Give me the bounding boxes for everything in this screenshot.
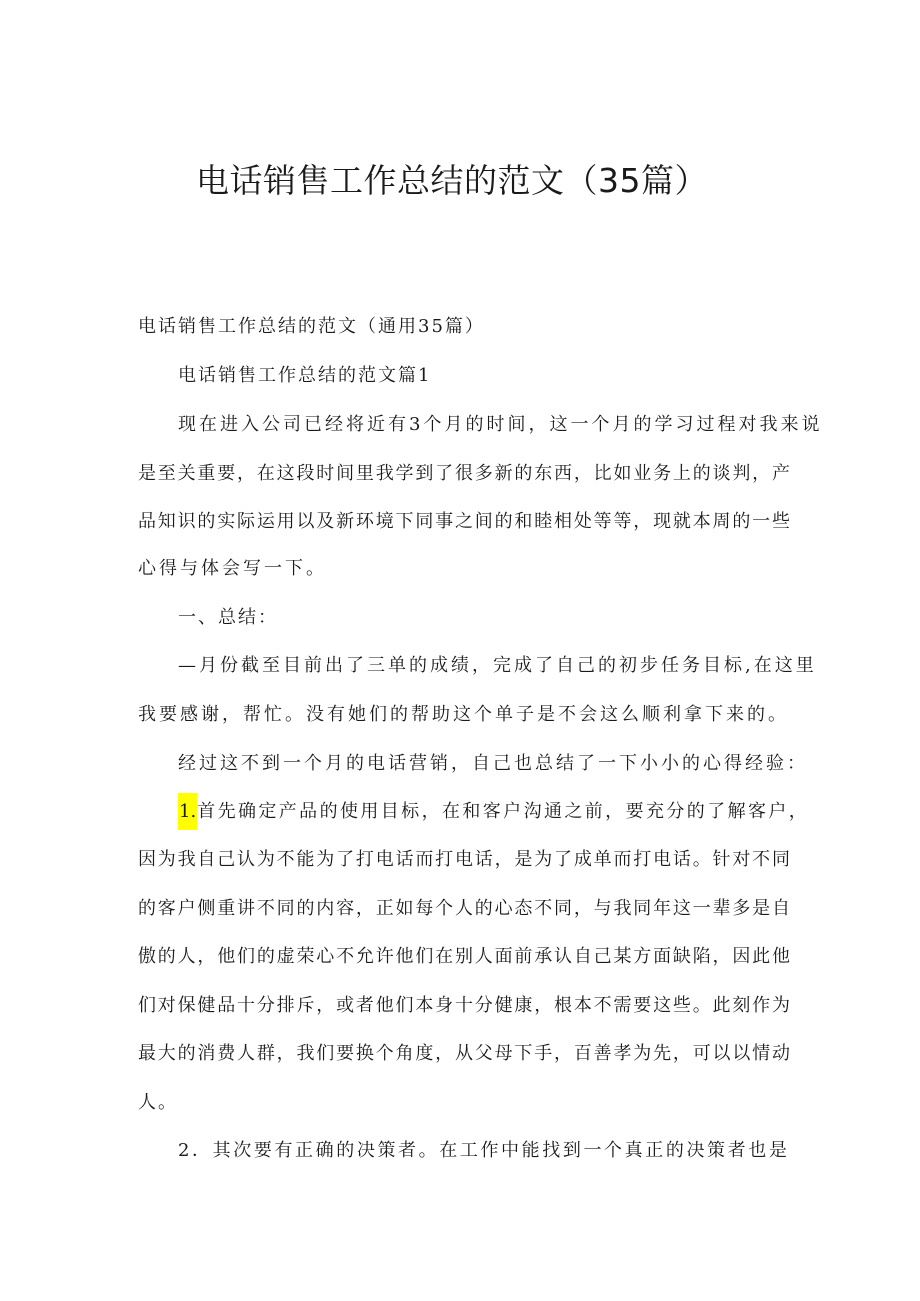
paragraph-line: 傲的人，他们的虚荣心不允许他们在别人面前承认自己某方面缺陷，因此他 (138, 946, 790, 967)
paragraph-line: 现在进入公司已经将近有3个月的时间，这一个月的学习过程对我来说 (178, 414, 823, 435)
list-item-1-first-line (178, 798, 809, 826)
list-item-2: 2．其次要有正确的决策者。在工作中能找到一个真正的决策者也是 (178, 1140, 790, 1161)
document-title: 电话销售工作总结的范文（35篇） (196, 161, 708, 200)
paragraph-line: 因为我自己认为不能为了打电话而打电话，是为了成单而打电话。针对不同 (138, 849, 790, 870)
document-subtitle: 电话销售工作总结的范文（通用35篇） (138, 316, 485, 337)
paragraph-line: 最大的消费人群，我们要换个角度，从父母下手，百善孝为先，可以以情动 (138, 1043, 790, 1064)
paragraph-line: —月份截至目前出了三单的成绩，完成了自己的初步任务目标,在这里 (178, 655, 817, 676)
paragraph-line: 品知识的实际运用以及新环境下同事之间的和睦相处等等，现就本周的一些 (138, 511, 790, 532)
paragraph-line: 我要感谢，帮忙。没有她们的帮助这个单子是不会这么顺利拿下来的。 (138, 704, 789, 725)
summary-heading: 一、总结： (178, 607, 278, 628)
paragraph-line: 是至关重要，在这段时间里我学到了很多新的东西，比如业务上的谈判，产 (138, 463, 790, 484)
paragraph-line: 们对保健品十分排斥，或者他们本身十分健康，根本不需要这些。此刻作为 (138, 995, 790, 1016)
paragraph-line: 人。 (138, 1092, 178, 1113)
highlighted-item-number: 1. (178, 793, 197, 830)
paragraph-line: 经过这不到一个月的电话营销，自己也总结了一下小小的心得经验： (178, 753, 808, 774)
section-heading: 电话销售工作总结的范文篇1 (178, 365, 432, 386)
paragraph-line: 的客户侧重讲不同的内容，正如每个人的心态不同，与我同年这一辈多是自 (138, 898, 790, 919)
list-item-text: 首先确定产品的使用目标，在和客户沟通之前，要充分的了解客户， (197, 801, 810, 822)
paragraph-line: 心得与体会写一下。 (138, 558, 327, 579)
